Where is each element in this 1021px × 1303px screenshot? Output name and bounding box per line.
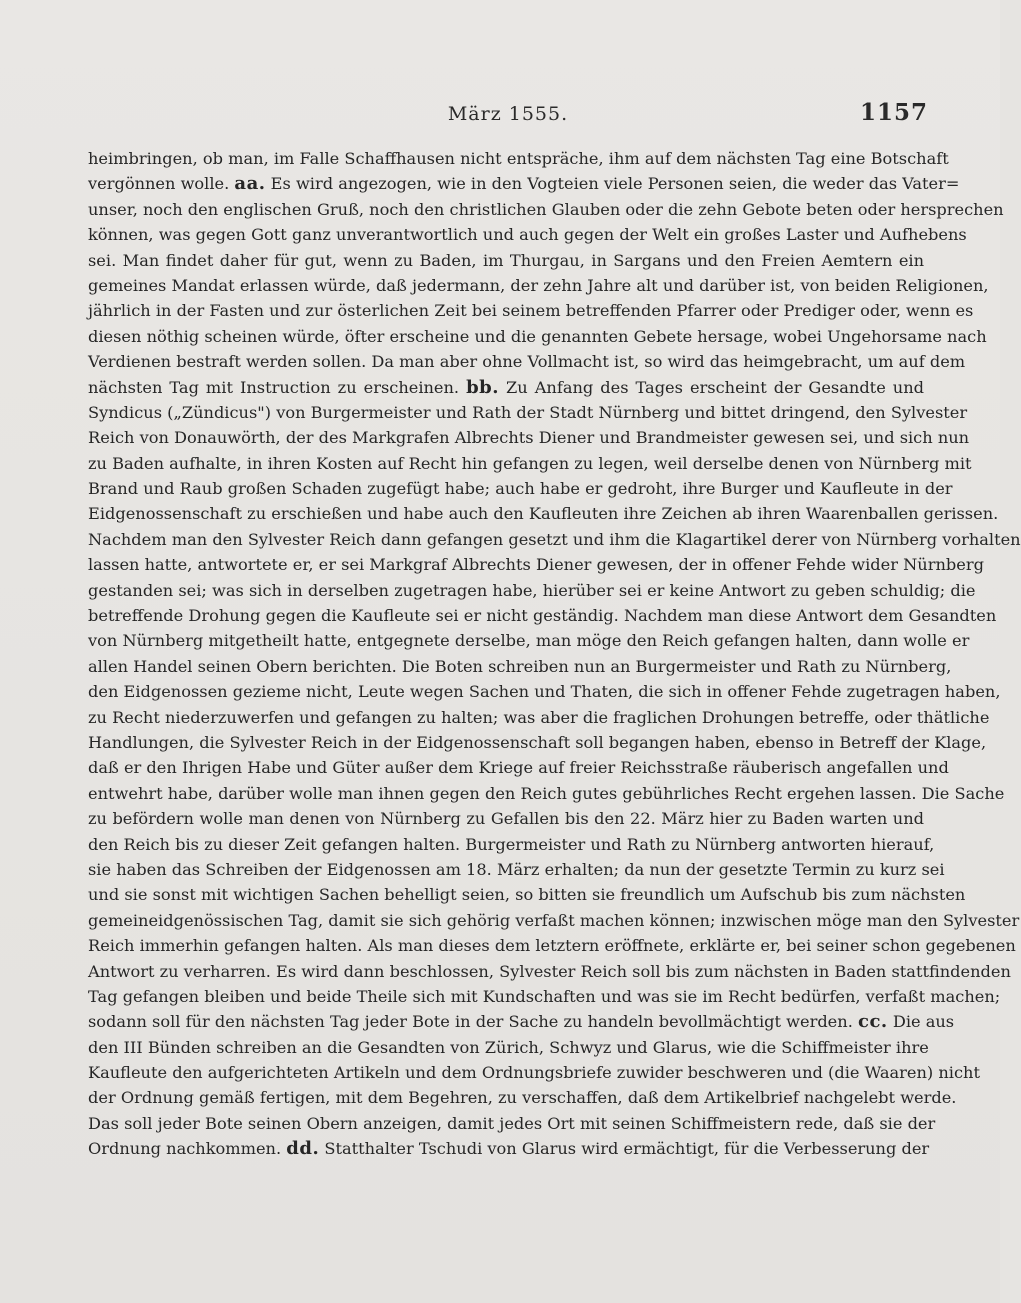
text-line: den Eidgenossen gezieme nicht, Leute wegen Sachen und Thaten, die sich in offener Fehde zugetragen haben, <box>88 682 1001 702</box>
text-line <box>88 1136 930 1161</box>
text-segment: nächsten Tag mit Instruction zu erscheinen. <box>88 377 460 397</box>
text-line: Nachdem man den Sylvester Reich dann gefangen gesetzt und ihm die Klagartikel derer von Nürnberg vorhalten <box>88 529 1021 549</box>
text-line: gemeineidgenössischen Tag, damit sie sich gehörig verfaßt machen können; inzwischen möge man den Sylvester <box>88 910 1020 930</box>
text-line: Verdienen bestraft werden sollen. Da man aber ohne Vollmacht ist, so wird das heimgebracht, um auf dem <box>88 352 966 372</box>
section-marker-aa: aa. <box>234 173 266 195</box>
text-segment: Die aus <box>892 1012 955 1032</box>
text-line: jährlich in der Fasten und zur österlichen Zeit bei seinem betreffenden Pfarrer oder Prediger oder, wenn es <box>88 301 974 321</box>
running-head: März 1555. <box>447 103 569 125</box>
text-line: betreffende Drohung gegen die Kaufleute sei er nicht geständig. Nachdem man diese Antwort dem Gesandten <box>88 606 997 626</box>
text-segment: Es wird angezogen, wie in den Vogteien viele Personen seien, die weder das Vater= <box>270 174 960 194</box>
text-segment: vergönnen wolle. <box>88 174 230 194</box>
text-line: Kaufleute den aufgerichteten Artikeln und dem Ordnungsbriefe zuwider beschweren und (die Waaren) nicht <box>88 1063 980 1083</box>
text-line: Das soll jeder Bote seinen Obern anzeigen, damit jedes Ort mit seinen Schiffmeistern rede, daß sie der <box>88 1113 936 1133</box>
text-line: lassen hatte, antwortete er, er sei Markgraf Albrechts Diener gewesen, der in offener Fehde wider Nürnberg <box>88 555 984 575</box>
text-line: Reich von Donauwörth, der des Markgrafen Albrechts Diener und Brandmeister gewesen sei, und sich nun <box>88 428 970 448</box>
text-line: Antwort zu verharren. Es wird dann beschlossen, Sylvester Reich soll bis zum nächsten in Baden stattfindenden <box>88 961 1011 981</box>
text-line: können, was gegen Gott ganz unverantwortlich und auch gegen der Welt ein großes Laster und Aufhebens <box>88 225 967 245</box>
text-line: zu befördern wolle man denen von Nürnberg zu Gefallen bis den 22. März hier zu Baden warten und <box>88 809 924 829</box>
text-line: von Nürnberg mitgetheilt hatte, entgegnete derselbe, man möge den Reich gefangen halten, dann wolle er <box>88 631 970 651</box>
text-line: Reich immerhin gefangen halten. Als man dieses dem letztern eröffnete, erklärte er, bei seiner schon gegebenen <box>88 936 1016 956</box>
text-line: diesen nöthig scheinen würde, öfter erscheine und die genannten Gebete hersage, wobei Ungehorsame nach <box>88 326 987 346</box>
page-number: 1157 <box>859 99 928 126</box>
text-line: der Ordnung gemäß fertigen, mit dem Begehren, zu verschaffen, daß dem Artikelbrief nachgelebt werde. <box>88 1088 957 1108</box>
text-line <box>88 1009 955 1034</box>
text-segment: Ordnung nachkommen. <box>88 1139 282 1159</box>
text-line: entwehrt habe, darüber wolle man ihnen gegen den Reich gutes gebührliches Recht ergehen lassen. Die Sache <box>88 783 1005 803</box>
text-line: sei. Man findet daher für gut, wenn zu Baden, im Thurgau, in Sargans und den Freien Aemtern ein <box>88 250 924 270</box>
text-line: gemeines Mandat erlassen würde, daß jedermann, der zehn Jahre alt und darüber ist, von beiden Religionen, <box>88 275 989 295</box>
text-line: daß er den Ihrigen Habe und Güter außer dem Kriege auf freier Reichsstraße räuberisch angefallen und <box>88 758 949 778</box>
section-marker-cc: cc. <box>858 1011 888 1033</box>
body-text <box>88 146 1021 1162</box>
section-marker-dd: dd. <box>286 1138 320 1160</box>
text-line: heimbringen, ob man, im Falle Schaffhausen nicht entspräche, ihm auf dem nächsten Tag eine Botschaft <box>88 149 949 168</box>
text-line: zu Baden aufhalte, in ihren Kosten auf Recht hin gefangen zu legen, weil derselbe denen von Nürnberg mit <box>88 453 972 473</box>
text-line: sie haben das Schreiben der Eidgenossen am 18. März erhalten; da nun der gesetzte Termin zu kurz sei <box>88 859 945 879</box>
text-line: zu Recht niederzuwerfen und gefangen zu halten; was aber die fraglichen Drohungen betreffe, oder thätliche <box>88 707 990 727</box>
section-marker-bb: bb. <box>466 376 500 398</box>
text-line: Brand und Raub großen Schaden zugefügt habe; auch habe er gedroht, ihre Burger und Kaufleute in der <box>88 479 953 499</box>
text-segment: Zu Anfang des Tages erscheint der Gesandte und <box>506 377 924 397</box>
text-line: Tag gefangen bleiben und beide Theile sich mit Kundschaften und was sie im Recht bedürfen, verfaßt machen; <box>88 986 1001 1006</box>
text-segment: sodann soll für den nächsten Tag jeder Bote in der Sache zu handeln bevollmächtigt werden. <box>88 1012 853 1032</box>
text-line: Handlungen, die Sylvester Reich in der Eidgenossenschaft soll begangen haben, ebenso in Betreff der Klage, <box>88 732 987 752</box>
text-line: Syndicus („Zündicus") von Burgermeister und Rath der Stadt Nürnberg und bittet dringend, den Sylvester <box>88 402 968 422</box>
text-line: und sie sonst mit wichtigen Sachen behelligt seien, so bitten sie freundlich um Aufschub bis zum nächsten <box>88 885 966 905</box>
text-line: gestanden sei; was sich in derselben zugetragen habe, hierüber sei er keine Antwort zu geben schuldig; die <box>88 580 976 600</box>
text-line: den III Bünden schreiben an die Gesandten von Zürich, Schwyz und Glarus, wie die Schiffmeister ihre <box>88 1037 929 1057</box>
text-line <box>88 171 960 196</box>
text-line: den Reich bis zu dieser Zeit gefangen halten. Burgermeister und Rath zu Nürnberg antworten hierauf, <box>88 834 935 854</box>
text-line <box>88 375 924 400</box>
page-header <box>88 99 928 129</box>
text-segment: Statthalter Tschudi von Glarus wird ermächtigt, für die Verbesserung der <box>324 1139 930 1159</box>
text-line: Eidgenossenschaft zu erschießen und habe auch den Kaufleuten ihre Zeichen ab ihren Waarenballen gerissen. <box>88 504 999 524</box>
text-line: unser, noch den englischen Gruß, noch den christlichen Glauben oder die zehn Gebote beten oder hersprechen <box>88 199 1004 219</box>
text-line: allen Handel seinen Obern berichten. Die Boten schreiben nun an Burgermeister und Rath zu Nürnberg, <box>88 656 952 676</box>
